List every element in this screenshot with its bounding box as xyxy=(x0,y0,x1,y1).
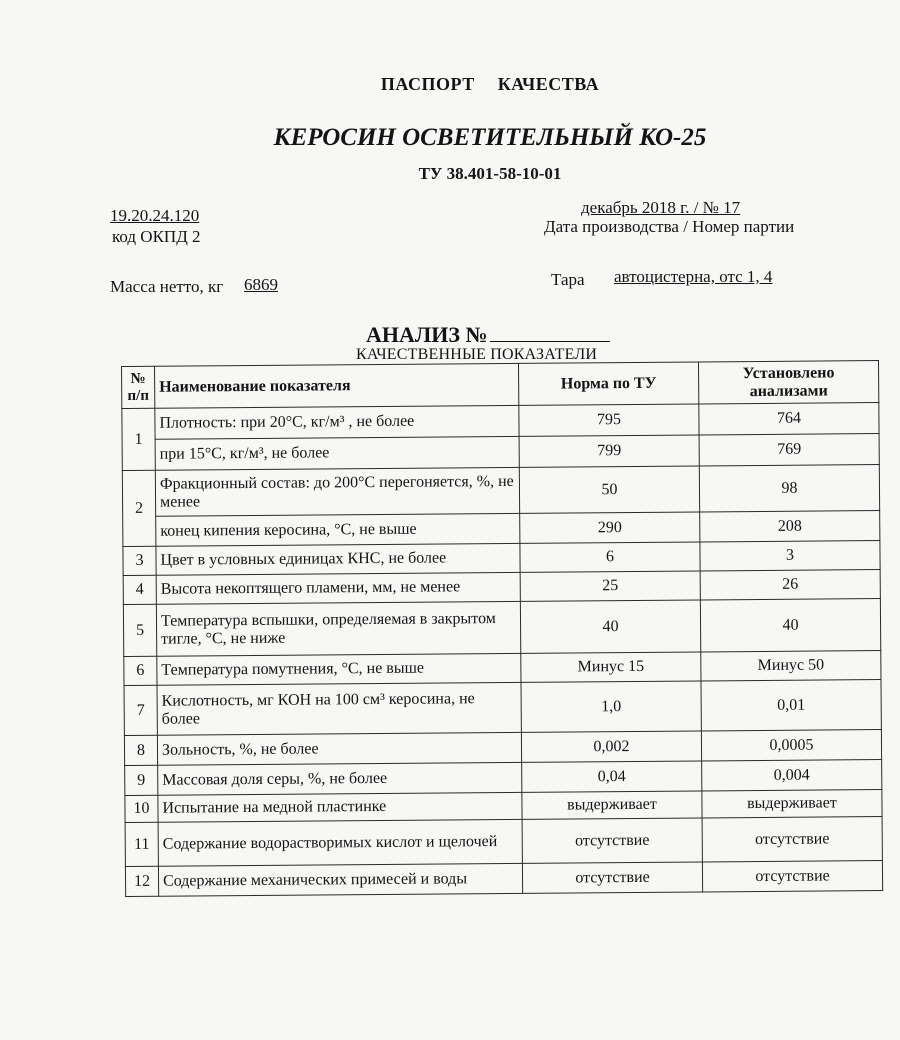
header-actual: Установлено анализами xyxy=(698,361,878,404)
table-header-row xyxy=(122,361,879,409)
production-label: Дата производства / Номер партии xyxy=(544,217,795,236)
row-name: при 15°С, кг/м³, не более xyxy=(155,436,519,470)
row-name: Содержание водорастворимых кислот и щелочей xyxy=(158,819,522,866)
table-row xyxy=(125,817,882,867)
passport-title: ПАСПОРТ КАЧЕСТВА xyxy=(380,74,600,94)
row-actual: отсутствие xyxy=(702,861,882,892)
row-num: 11 xyxy=(125,822,158,866)
row-name: Массовая доля серы, %, не более xyxy=(158,762,522,795)
table-row xyxy=(125,861,882,897)
row-actual: 26 xyxy=(700,570,880,600)
table-row xyxy=(122,465,879,517)
tare-label: Тара xyxy=(551,270,585,289)
mass-value: 6869 xyxy=(244,275,278,294)
mass-label: Масса нетто, кг xyxy=(110,277,224,296)
table-row xyxy=(124,680,881,736)
row-norm: 25 xyxy=(520,571,700,601)
row-norm: 795 xyxy=(519,404,699,436)
row-actual: 3 xyxy=(700,541,880,571)
row-norm: 290 xyxy=(520,512,700,543)
row-num: 10 xyxy=(125,795,158,822)
row-num: 3 xyxy=(123,546,156,575)
row-norm: 6 xyxy=(520,542,700,572)
row-actual: выдерживает xyxy=(702,790,882,818)
product-name: КЕРОСИН ОСВЕТИТЕЛЬНЫЙ КО-25 xyxy=(273,124,707,151)
row-num: 1 xyxy=(122,408,155,470)
row-actual: отсутствие xyxy=(702,817,882,862)
row-norm: отсутствие xyxy=(522,818,702,863)
row-name: Кислотность, мг КОН на 100 см³ керосина, не более xyxy=(157,682,521,735)
row-name: Фракционный состав: до 200°С перегоняется, %, не менее xyxy=(155,467,519,516)
spec-number: ТУ 38.401-58-10-01 xyxy=(418,164,562,183)
row-actual: 0,01 xyxy=(701,680,881,731)
row-name: конец кипения керосина, °С, не выше xyxy=(156,513,520,546)
row-actual: Минус 50 xyxy=(701,651,881,681)
row-name: Температура вспышки, определяемая в закрытом тигле, °С, не ниже xyxy=(156,601,520,656)
analysis-number-blank xyxy=(490,341,610,342)
okpd-label: код ОКПД 2 xyxy=(112,227,201,246)
row-num: 7 xyxy=(124,685,157,735)
header-norm: Норма по ТУ xyxy=(518,362,698,405)
row-name: Цвет в условных единицах КНС, не более xyxy=(156,543,520,575)
row-norm: 0,002 xyxy=(521,731,701,762)
table-row xyxy=(123,599,880,657)
row-norm: 50 xyxy=(519,466,699,513)
row-norm: 40 xyxy=(520,600,700,653)
row-num: 8 xyxy=(124,735,157,765)
analysis-title-text: АНАЛИЗ № xyxy=(366,322,488,347)
row-norm: выдерживает xyxy=(522,791,702,819)
row-norm: 1,0 xyxy=(521,681,701,732)
row-actual: 40 xyxy=(700,599,880,652)
header-name: Наименование показателя xyxy=(155,363,519,408)
row-actual: 208 xyxy=(700,511,880,542)
row-name: Высота некоптящего пламени, мм, не менее xyxy=(156,572,520,604)
row-name: Плотность: при 20°С, кг/м³ , не более xyxy=(155,405,519,439)
row-actual: 0,0005 xyxy=(701,730,881,761)
header-num: № п/п xyxy=(122,366,155,408)
quality-indicators-table xyxy=(121,360,883,897)
production-value: декабрь 2018 г. / № 17 xyxy=(581,198,741,217)
analysis-subtitle: КАЧЕСТВЕННЫЕ ПОКАЗАТЕЛИ xyxy=(356,346,598,363)
row-norm: Минус 15 xyxy=(521,652,701,682)
row-num: 4 xyxy=(123,575,156,604)
row-num: 6 xyxy=(124,656,157,685)
row-norm: отсутствие xyxy=(522,862,702,893)
row-actual: 764 xyxy=(699,403,879,435)
row-num: 9 xyxy=(125,765,158,795)
row-actual: 769 xyxy=(699,434,879,466)
row-num: 5 xyxy=(123,604,156,656)
row-name: Содержание механических примесей и воды xyxy=(158,863,522,896)
row-actual: 98 xyxy=(699,465,879,512)
row-norm: 799 xyxy=(519,435,699,467)
row-norm: 0,04 xyxy=(522,761,702,792)
row-name: Испытание на медной пластинке xyxy=(158,792,522,822)
row-num: 12 xyxy=(125,866,158,896)
row-name: Зольность, %, не более xyxy=(157,732,521,765)
tare-value: автоцистерна, отс 1, 4 xyxy=(614,267,773,286)
row-actual: 0,004 xyxy=(702,760,882,791)
analysis-title xyxy=(366,322,610,348)
row-num: 2 xyxy=(122,470,156,546)
row-name: Температура помутнения, °С, не выше xyxy=(157,653,521,685)
okpd-code: 19.20.24.120 xyxy=(110,206,200,225)
